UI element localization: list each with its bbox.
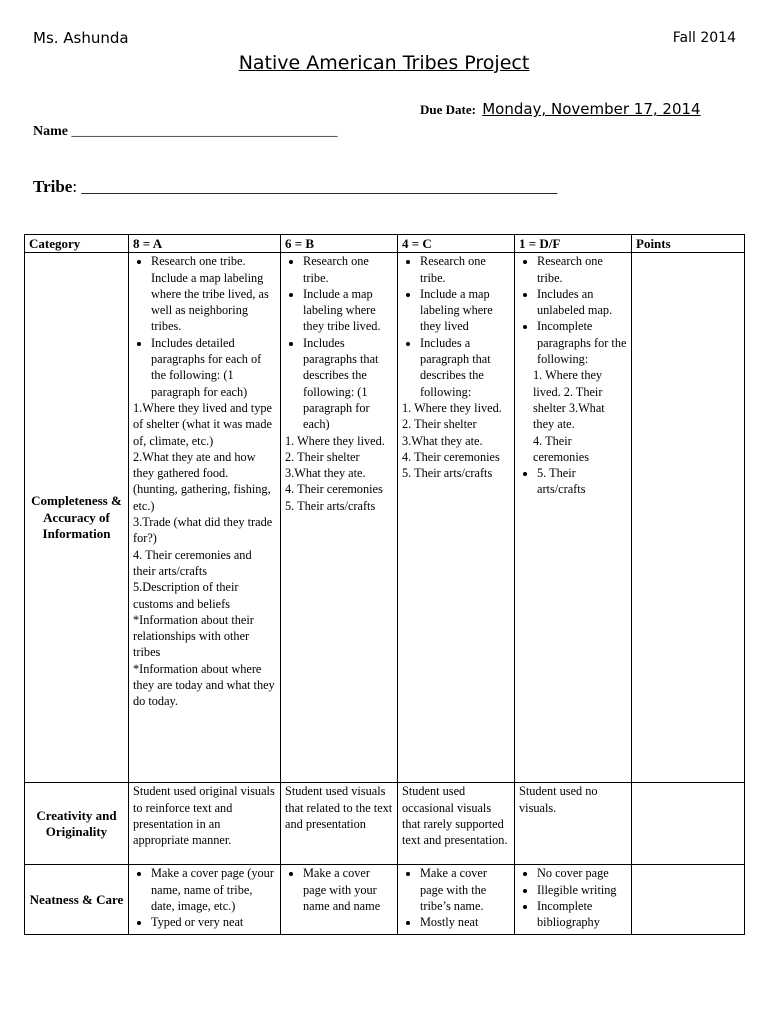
- grade-b-cell: [281, 253, 398, 783]
- due-date-label: Due Date:: [420, 102, 476, 117]
- rubric-table: [24, 234, 745, 935]
- header-grade-a: 8 = A: [129, 235, 281, 253]
- grade-c-cell: [398, 253, 515, 783]
- name-line[interactable]: ______________________________________: [71, 124, 338, 139]
- list-item: • Research one tribe.: [420, 253, 510, 286]
- points-cell[interactable]: [632, 865, 745, 935]
- grade-c-details: 1. Where they lived. 2. Their shelter 3.What they ate. 4. Their ceremonies 5. Their arts/crafts: [402, 400, 502, 481]
- grade-c-cell: [398, 865, 515, 935]
- category-cell: Completeness & Accuracy of Information: [25, 253, 129, 783]
- grade-a-cell: [129, 253, 281, 783]
- list-item: • Make a cover page with your name and name: [303, 865, 393, 914]
- list-item: • Includes detailed paragraphs for each of the following: (1 paragraph for each): [151, 335, 276, 400]
- list-item: • Make a cover page (your name, name of tribe, date, image, etc.): [151, 865, 276, 914]
- list-item: • Illegible writing: [537, 882, 627, 898]
- grade-a-details: 1.Where they lived and type of shelter (what it was made of, climate, etc.) 2.What they ate and how they gathered food. (hunting, gathering, fishing, etc.) 3.Trade (what did they trade for?) 4. Their ceremonies and their arts/crafts 5.Description of their customs and beliefs *Information about their relationships with other tribes *Information about where they are today and what they do today.: [133, 400, 275, 709]
- list-item: • Mostly neat: [420, 914, 510, 930]
- table-row: [25, 783, 745, 865]
- list-item: • Includes a paragraph that describes the following:: [420, 335, 510, 400]
- list-item: • Includes an unlabeled map.: [537, 286, 627, 319]
- grade-b-cell: [281, 865, 398, 935]
- grade-b-details: 1. Where they lived. 2. Their shelter 3.What they ate. 4. Their ceremonies 5. Their arts/crafts: [285, 433, 385, 513]
- header-row: [25, 235, 745, 253]
- list-item: • Typed or very neat: [151, 914, 276, 930]
- list-item: • Research one tribe. Include a map labeling where the tribe lived, as well as neighboring tribes.: [151, 253, 276, 334]
- list-item: • Research one tribe.: [537, 253, 627, 286]
- list-item: • Include a map labeling where they tribe lived.: [303, 286, 393, 335]
- tribe-label: Tribe: [33, 177, 73, 196]
- page-title: Native American Tribes Project: [238, 52, 530, 74]
- header-grade-d: 1 = D/F: [515, 235, 632, 253]
- due-date: [420, 100, 701, 118]
- list-item: • No cover page: [537, 865, 627, 881]
- tribe-field[interactable]: [33, 177, 557, 197]
- points-cell[interactable]: [632, 783, 745, 865]
- list-item: • Research one tribe.: [303, 253, 393, 286]
- category-cell: Neatness & Care: [25, 865, 129, 935]
- teacher-name: Ms. Ashunda: [33, 29, 129, 47]
- points-cell[interactable]: [632, 253, 745, 783]
- list-item: • Incomplete bibliography: [537, 898, 627, 931]
- list-item: • Make a cover page with the tribe’s name.: [420, 865, 510, 914]
- header-category: Category: [25, 235, 129, 253]
- grade-b-cell: Student used visuals that related to the text and presentation: [281, 783, 398, 865]
- list-item: • Includes paragraphs that describes the following: (1 paragraph for each): [303, 335, 393, 433]
- term-label: Fall 2014: [672, 30, 736, 46]
- due-date-value: Monday, November 17, 2014: [482, 100, 701, 118]
- grade-a-cell: [129, 865, 281, 935]
- grade-c-cell: Student used occasional visuals that rarely supported text and presentation.: [398, 783, 515, 865]
- grade-a-cell: Student used original visuals to reinforce text and presentation in an appropriate manner.: [129, 783, 281, 865]
- table-row: [25, 865, 745, 935]
- grade-d-details: 1. Where they lived. 2. Their shelter 3.What they ate. 4. Their ceremonies: [533, 368, 605, 464]
- grade-d-cell: [515, 865, 632, 935]
- grade-d-cell: Student used no visuals.: [515, 783, 632, 865]
- tribe-line[interactable]: : ________________________________________________________: [72, 177, 558, 196]
- list-item: • Incomplete paragraphs for the following:: [537, 318, 627, 367]
- name-field[interactable]: [33, 124, 338, 140]
- category-cell: Creativity and Originality: [25, 783, 129, 865]
- header-grade-c: 4 = C: [398, 235, 515, 253]
- header-grade-b: 6 = B: [281, 235, 398, 253]
- list-item: • Include a map labeling where they lived: [420, 286, 510, 335]
- table-row: [25, 253, 745, 783]
- list-item: • 5. Their arts/crafts: [537, 465, 627, 498]
- grade-d-cell: [515, 253, 632, 783]
- name-label: Name: [33, 124, 68, 139]
- header-points: Points: [632, 235, 745, 253]
